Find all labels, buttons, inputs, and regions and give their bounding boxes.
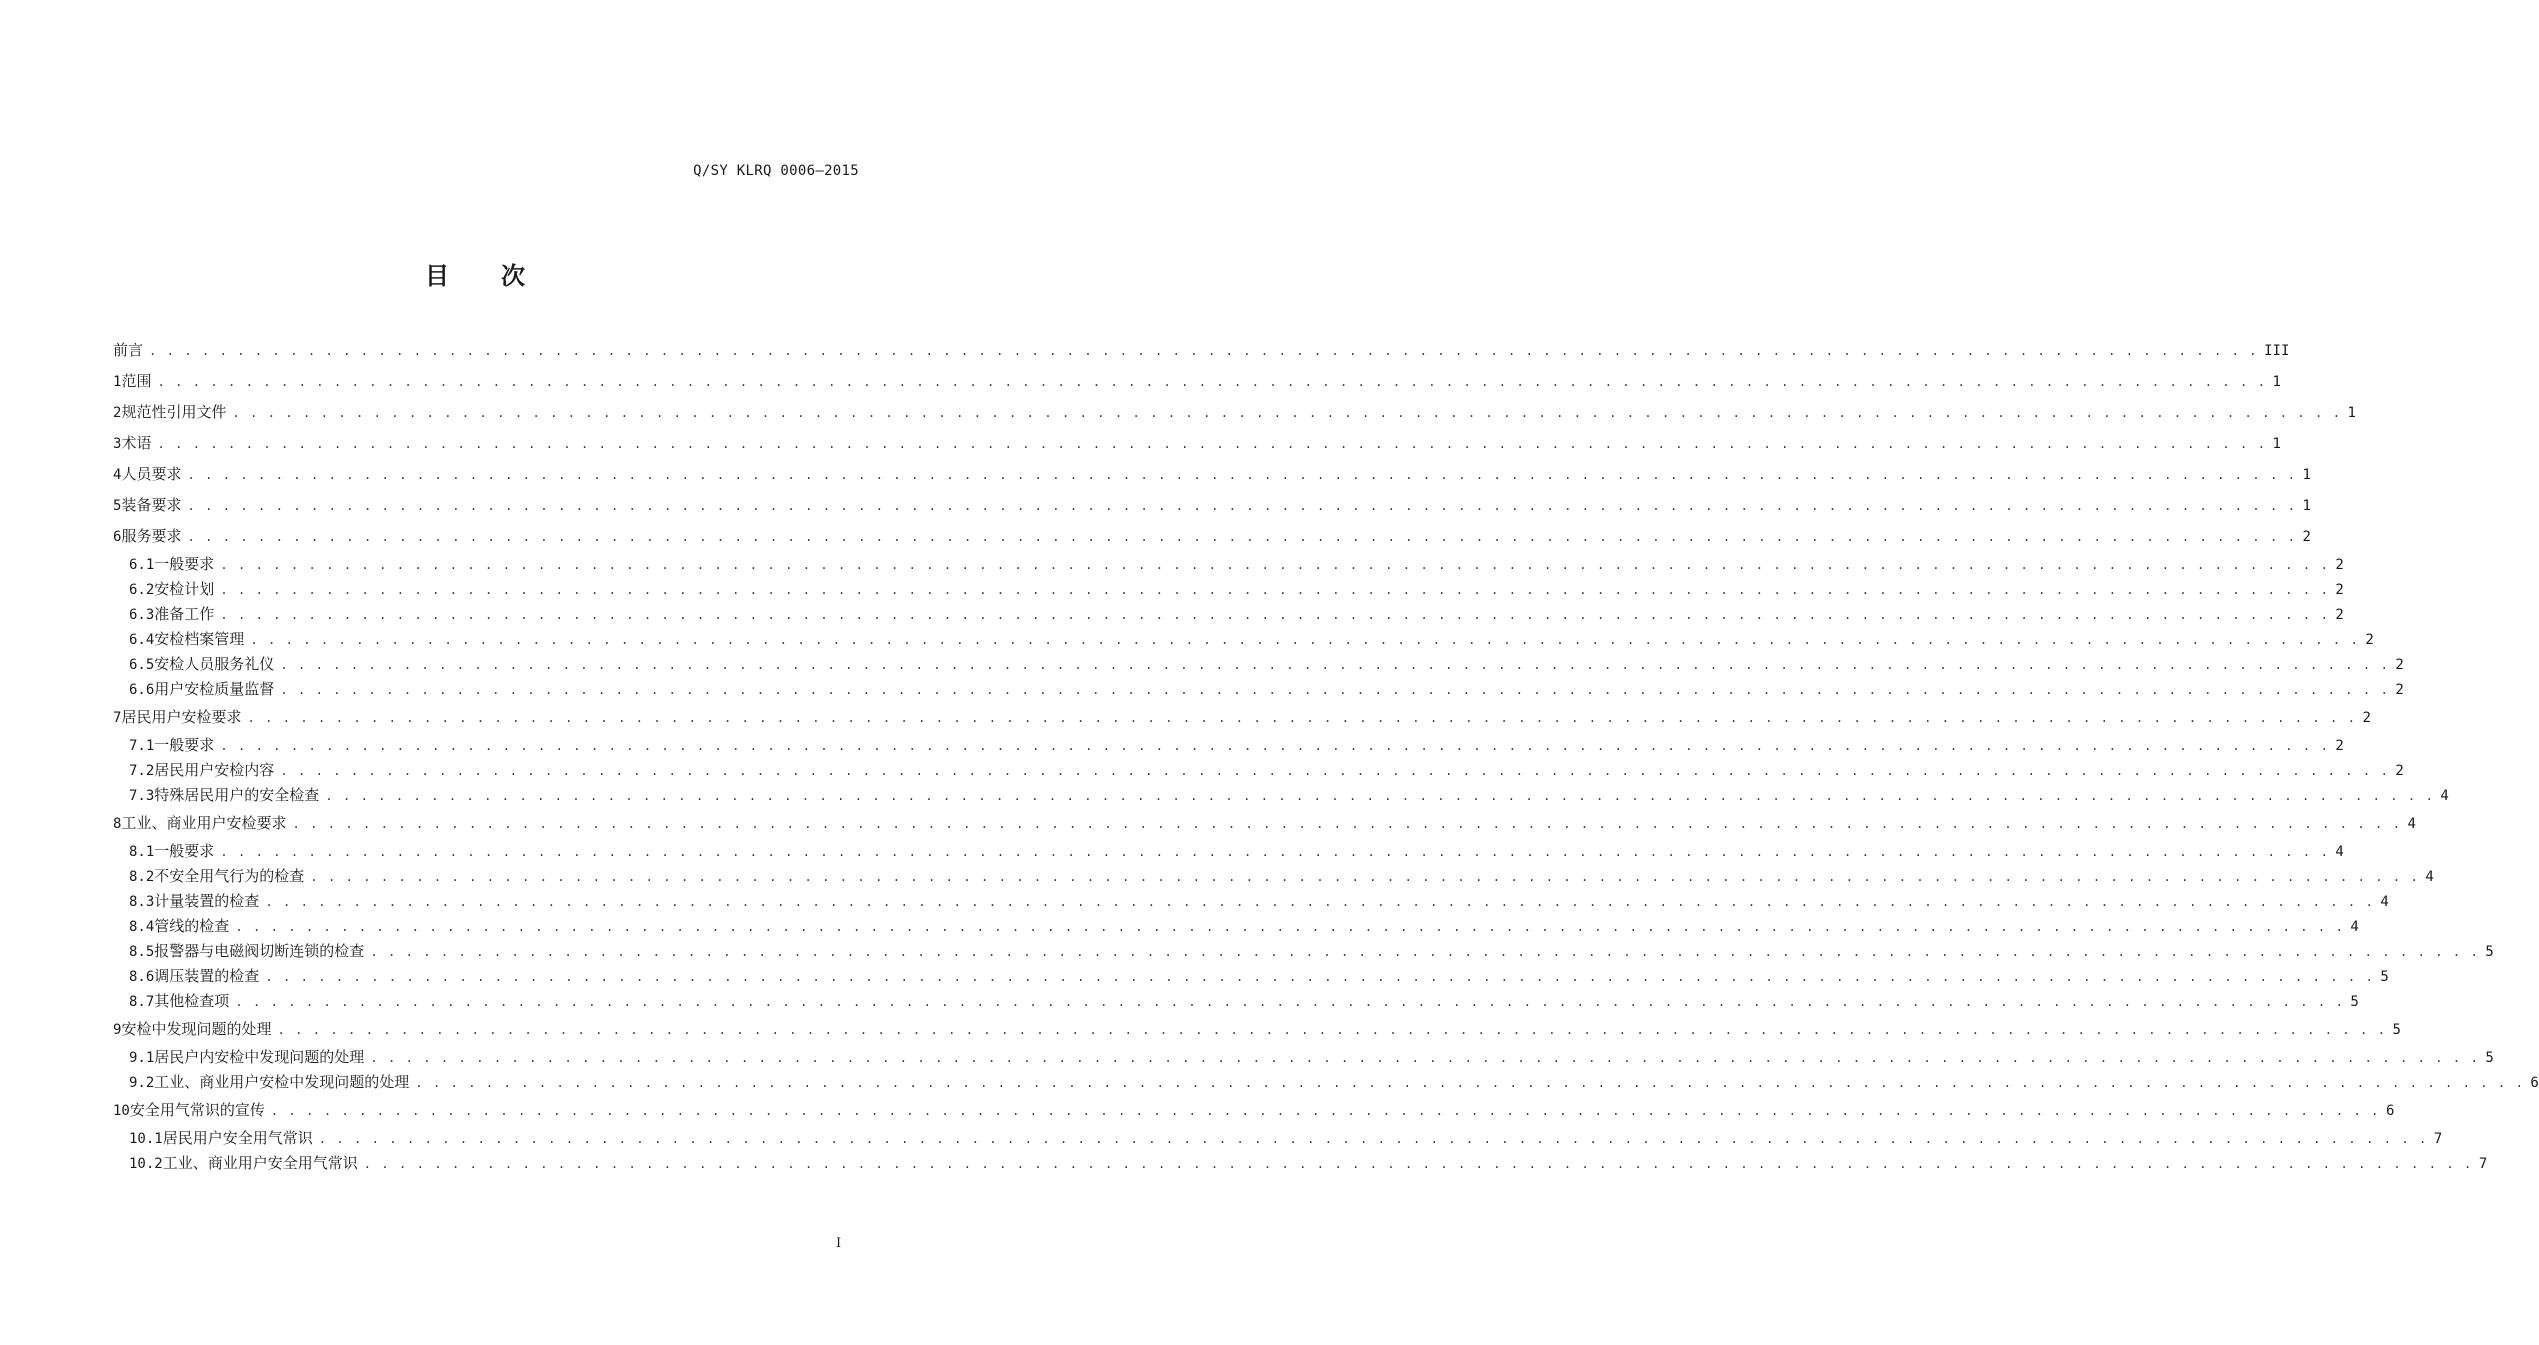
toc-leader-dots: . . . . . . . . . . . . . . . . . . . . . . . . . . . . . . . . . . . . . . . . . . . . . . . . . . . . . . . . . . . . . . . . . . . . . . . . . . . . . . . . . . . . . . . . . . . . . . . . . . . . . . . . . . . . . . . . . . . . . . . . bbox=[235, 920, 2345, 934]
toc-entry-number: 5 bbox=[113, 498, 122, 514]
toc-entry-label: 术语 bbox=[121, 434, 152, 452]
toc-entry-page: 7 bbox=[2433, 1131, 2443, 1147]
toc-leader-dots: . . . . . . . . . . . . . . . . . . . . . . . . . . . . . . . . . . . . . . . . . . . . . . . . . . . . . . . . . . . . . . . . . . . . . . . . . . . . . . . . . . . . . . . . . . . . . . . . . . . . . . . . . . . . . . . . . . . . . . . . bbox=[270, 1104, 2380, 1118]
toc-entry-number: 6.5 bbox=[129, 657, 155, 673]
toc-chapter-entry[interactable] bbox=[113, 397, 2356, 428]
toc-leader-dots: . . . . . . . . . . . . . . . . . . . . . . . . . . . . . . . . . . . . . . . . . . . . . . . . . . . . . . . . . . . . . . . . . . . . . . . . . . . . . . . . . . . . . . . . . . . . . . . . . . . . . . . . . . . . . . . . . . . . . . . . bbox=[363, 1157, 2473, 1171]
toc-entry-label: 服务要求 bbox=[121, 527, 182, 545]
toc-chapter-entry[interactable] bbox=[113, 808, 2416, 839]
toc-entry-number: 3 bbox=[113, 436, 122, 452]
toc-entry-label: 准备工作 bbox=[154, 605, 215, 623]
toc-leader-dots: . . . . . . . . . . . . . . . . . . . . . . . . . . . . . . . . . . . . . . . . . . . . . . . . . . . . . . . . . . . . . . . . . . . . . . . . . . . . . . . . . . . . . . . . . . . . . . . . . . . . . . . . . . . . . . . . . . . . . . . . bbox=[157, 437, 2267, 451]
toc-entry-label: 一般要求 bbox=[154, 736, 215, 754]
toc-entry-label: 其他检查项 bbox=[154, 992, 230, 1010]
toc-entry-number: 7.2 bbox=[129, 763, 155, 779]
toc-entry-page: 4 bbox=[2425, 869, 2434, 885]
toc-entry-label: 居民户内安检中发现问题的处理 bbox=[154, 1048, 365, 1066]
toc-entry-label: 一般要求 bbox=[154, 555, 215, 573]
toc-section-entry[interactable] bbox=[113, 1070, 2539, 1095]
toc-leader-dots: . . . . . . . . . . . . . . . . . . . . . . . . . . . . . . . . . . . . . . . . . . . . . . . . . . . . . . . . . . . . . . . . . . . . . . . . . . . . . . . . . . . . . . . . . . . . . . . . . . . . . . . . . . . . . . . . . . . . . . . . bbox=[370, 945, 2480, 959]
toc-chapter-entry[interactable] bbox=[113, 702, 2371, 733]
toc-section-entry[interactable] bbox=[113, 627, 2374, 652]
toc-entry-number: 10.2 bbox=[129, 1156, 163, 1172]
toc-section-entry[interactable] bbox=[113, 864, 2434, 889]
toc-entry-page: 5 bbox=[2392, 1022, 2401, 1038]
toc-entry-page: 2 bbox=[2335, 582, 2344, 598]
toc-entry-label: 安全用气常识的宣传 bbox=[129, 1101, 265, 1119]
document-code: Q/SY KLRQ 0006—2015 bbox=[693, 163, 859, 179]
toc-section-entry[interactable] bbox=[113, 964, 2389, 989]
toc-section-entry[interactable] bbox=[113, 577, 2344, 602]
page-title bbox=[0, 256, 950, 291]
toc-leader-dots: . . . . . . . . . . . . . . . . . . . . . . . . . . . . . . . . . . . . . . . . . . . . . . . . . . . . . . . . . . . . . . . . . . . . . . . . . . . . . . . . . . . . . . . . . . . . . . . . . . . . . . . . . . . . . . . . . . . . . . . . bbox=[250, 633, 2360, 647]
toc-entry-label: 人员要求 bbox=[121, 465, 182, 483]
toc-entry-page: 5 bbox=[2485, 944, 2494, 960]
toc-entry-number: 6.6 bbox=[129, 682, 155, 698]
toc-entry-page: 2 bbox=[2335, 557, 2344, 573]
toc-entry-label: 管线的检查 bbox=[154, 917, 230, 935]
toc-entry-label: 居民用户安检内容 bbox=[154, 761, 275, 779]
toc-entry-label: 范围 bbox=[121, 372, 152, 390]
title-char-1: 目 bbox=[425, 261, 449, 290]
title-char-2: 次 bbox=[501, 261, 525, 290]
toc-section-entry[interactable] bbox=[113, 889, 2389, 914]
toc-entry-number: 6.4 bbox=[129, 632, 155, 648]
page-number: I bbox=[836, 1236, 842, 1251]
toc-entry-label: 居民用户安检要求 bbox=[121, 708, 242, 726]
toc-entry-number: 8.3 bbox=[129, 894, 155, 910]
toc-entry-page: 2 bbox=[2302, 529, 2311, 545]
toc-entry-label: 居民用户安全用气常识 bbox=[162, 1129, 313, 1147]
toc-entry-page: 4 bbox=[2380, 894, 2389, 910]
toc-leader-dots: . . . . . . . . . . . . . . . . . . . . . . . . . . . . . . . . . . . . . . . . . . . . . . . . . . . . . . . . . . . . . . . . . . . . . . . . . . . . . . . . . . . . . . . . . . . . . . . . . . . . . . . . . . . . . . . . . . . . . . . . bbox=[220, 608, 2330, 622]
toc-chapter-entry[interactable] bbox=[113, 335, 2290, 366]
toc-leader-dots: . . . . . . . . . . . . . . . . . . . . . . . . . . . . . . . . . . . . . . . . . . . . . . . . . . . . . . . . . . . . . . . . . . . . . . . . . . . . . . . . . . . . . . . . . . . . . . . . . . . . . . . . . . . . . . . . . . . . . . . . bbox=[265, 895, 2375, 909]
toc-leader-dots: . . . . . . . . . . . . . . . . . . . . . . . . . . . . . . . . . . . . . . . . . . . . . . . . . . . . . . . . . . . . . . . . . . . . . . . . . . . . . . . . . . . . . . . . . . . . . . . . . . . . . . . . . . . . . . . . . . . . . . . . bbox=[265, 970, 2375, 984]
toc-entry-number: 2 bbox=[113, 405, 122, 421]
toc-leader-dots: . . . . . . . . . . . . . . . . . . . . . . . . . . . . . . . . . . . . . . . . . . . . . . . . . . . . . . . . . . . . . . . . . . . . . . . . . . . . . . . . . . . . . . . . . . . . . . . . . . . . . . . . . . . . . . . . . . . . . . . . bbox=[232, 406, 2342, 420]
toc-section-entry[interactable] bbox=[113, 1045, 2494, 1070]
toc-entry-number: 10 bbox=[113, 1103, 130, 1119]
toc-entry-page: 2 bbox=[2335, 607, 2344, 623]
toc-chapter-entry[interactable] bbox=[113, 459, 2311, 490]
toc-leader-dots: . . . . . . . . . . . . . . . . . . . . . . . . . . . . . . . . . . . . . . . . . . . . . . . . . . . . . . . . . . . . . . . . . . . . . . . . . . . . . . . . . . . . . . . . . . . . . . . . . . . . . . . . . . . . . . . . . . . . . . . . bbox=[318, 1132, 2428, 1146]
toc-entry-page: 5 bbox=[2485, 1050, 2494, 1066]
toc-section-entry[interactable] bbox=[113, 914, 2359, 939]
toc-section-entry[interactable] bbox=[113, 652, 2404, 677]
toc-entry-page: 2 bbox=[2362, 710, 2371, 726]
toc-entry-number: 6.3 bbox=[129, 607, 155, 623]
toc-leader-dots: . . . . . . . . . . . . . . . . . . . . . . . . . . . . . . . . . . . . . . . . . . . . . . . . . . . . . . . . . . . . . . . . . . . . . . . . . . . . . . . . . . . . . . . . . . . . . . . . . . . . . . . . . . . . . . . . . . . . . . . . bbox=[280, 764, 2390, 778]
toc-entry-number: 8.4 bbox=[129, 919, 155, 935]
toc-leader-dots: . . . . . . . . . . . . . . . . . . . . . . . . . . . . . . . . . . . . . . . . . . . . . . . . . . . . . . . . . . . . . . . . . . . . . . . . . . . . . . . . . . . . . . . . . . . . . . . . . . . . . . . . . . . . . . . . . . . . . . . . bbox=[292, 817, 2402, 831]
toc-entry-page: 4 bbox=[2335, 844, 2344, 860]
toc-leader-dots: . . . . . . . . . . . . . . . . . . . . . . . . . . . . . . . . . . . . . . . . . . . . . . . . . . . . . . . . . . . . . . . . . . . . . . . . . . . . . . . . . . . . . . . . . . . . . . . . . . . . . . . . . . . . . . . . . . . . . . . . bbox=[149, 344, 2259, 358]
toc-section-entry[interactable] bbox=[113, 1151, 2488, 1176]
toc-entry-page: III bbox=[2264, 343, 2290, 359]
toc-entry-number: 9.2 bbox=[129, 1075, 155, 1091]
toc-leader-dots: . . . . . . . . . . . . . . . . . . . . . . . . . . . . . . . . . . . . . . . . . . . . . . . . . . . . . . . . . . . . . . . . . . . . . . . . . . . . . . . . . . . . . . . . . . . . . . . . . . . . . . . . . . . . . . . . . . . . . . . . bbox=[325, 789, 2435, 803]
toc-entry-page: 4 bbox=[2350, 919, 2359, 935]
toc-chapter-entry[interactable] bbox=[113, 1095, 2395, 1126]
toc-entry-page: 5 bbox=[2380, 969, 2389, 985]
toc-entry-number: 7.1 bbox=[129, 738, 155, 754]
toc-entry-page: 1 bbox=[2302, 467, 2311, 483]
toc-leader-dots: . . . . . . . . . . . . . . . . . . . . . . . . . . . . . . . . . . . . . . . . . . . . . . . . . . . . . . . . . . . . . . . . . . . . . . . . . . . . . . . . . . . . . . . . . . . . . . . . . . . . . . . . . . . . . . . . . . . . . . . . bbox=[220, 739, 2330, 753]
toc-leader-dots: . . . . . . . . . . . . . . . . . . . . . . . . . . . . . . . . . . . . . . . . . . . . . . . . . . . . . . . . . . . . . . . . . . . . . . . . . . . . . . . . . . . . . . . . . . . . . . . . . . . . . . . . . . . . . . . . . . . . . . . . bbox=[235, 995, 2345, 1009]
toc-entry-page: 5 bbox=[2350, 994, 2359, 1010]
toc-leader-dots: . . . . . . . . . . . . . . . . . . . . . . . . . . . . . . . . . . . . . . . . . . . . . . . . . . . . . . . . . . . . . . . . . . . . . . . . . . . . . . . . . . . . . . . . . . . . . . . . . . . . . . . . . . . . . . . . . . . . . . . . bbox=[280, 658, 2390, 672]
toc-entry-number: 7 bbox=[113, 710, 122, 726]
toc-entry-page: 2 bbox=[2395, 657, 2404, 673]
toc-entry-number: 8.1 bbox=[129, 844, 155, 860]
toc-entry-label: 安检档案管理 bbox=[154, 630, 245, 648]
toc-entry-number: 4 bbox=[113, 467, 122, 483]
toc-entry-number: 8 bbox=[113, 816, 122, 832]
toc-entry-number: 9.1 bbox=[129, 1050, 155, 1066]
toc-entry-page: 1 bbox=[2347, 405, 2356, 421]
toc-entry-number: 8.7 bbox=[129, 994, 155, 1010]
toc-entry-label: 工业、商业用户安检中发现问题的处理 bbox=[154, 1073, 410, 1091]
toc-entry-number: 6 bbox=[113, 529, 122, 545]
toc-entry-page: 4 bbox=[2440, 788, 2449, 804]
toc-leader-dots: . . . . . . . . . . . . . . . . . . . . . . . . . . . . . . . . . . . . . . . . . . . . . . . . . . . . . . . . . . . . . . . . . . . . . . . . . . . . . . . . . . . . . . . . . . . . . . . . . . . . . . . . . . . . . . . . . . . . . . . . bbox=[280, 683, 2390, 697]
toc-entry-label: 调压装置的检查 bbox=[154, 967, 260, 985]
toc-leader-dots: . . . . . . . . . . . . . . . . . . . . . . . . . . . . . . . . . . . . . . . . . . . . . . . . . . . . . . . . . . . . . . . . . . . . . . . . . . . . . . . . . . . . . . . . . . . . . . . . . . . . . . . . . . . . . . . . . . . . . . . . bbox=[187, 468, 2297, 482]
toc-entry-number: 7.3 bbox=[129, 788, 155, 804]
toc-section-entry[interactable] bbox=[113, 602, 2344, 627]
table-of-contents bbox=[113, 335, 2539, 1176]
toc-leader-dots: . . . . . . . . . . . . . . . . . . . . . . . . . . . . . . . . . . . . . . . . . . . . . . . . . . . . . . . . . . . . . . . . . . . . . . . . . . . . . . . . . . . . . . . . . . . . . . . . . . . . . . . . . . . . . . . . . . . . . . . . bbox=[157, 375, 2267, 389]
toc-leader-dots: . . . . . . . . . . . . . . . . . . . . . . . . . . . . . . . . . . . . . . . . . . . . . . . . . . . . . . . . . . . . . . . . . . . . . . . . . . . . . . . . . . . . . . . . . . . . . . . . . . . . . . . . . . . . . . . . . . . . . . . . bbox=[247, 711, 2357, 725]
toc-entry-label: 安检中发现问题的处理 bbox=[121, 1020, 272, 1038]
toc-leader-dots: . . . . . . . . . . . . . . . . . . . . . . . . . . . . . . . . . . . . . . . . . . . . . . . . . . . . . . . . . . . . . . . . . . . . . . . . . . . . . . . . . . . . . . . . . . . . . . . . . . . . . . . . . . . . . . . . . . . . . . . . bbox=[220, 845, 2330, 859]
toc-entry-label: 特殊居民用户的安全检查 bbox=[154, 786, 320, 804]
toc-entry-label: 用户安检质量监督 bbox=[154, 680, 275, 698]
toc-entry-number: 6.2 bbox=[129, 582, 155, 598]
toc-section-entry[interactable] bbox=[113, 1126, 2443, 1151]
toc-entry-page: 1 bbox=[2272, 436, 2281, 452]
toc-entry-page: 2 bbox=[2395, 682, 2404, 698]
toc-entry-number: 1 bbox=[113, 374, 122, 390]
toc-entry-label: 安检人员服务礼仪 bbox=[154, 655, 275, 673]
toc-entry-number: 6.1 bbox=[129, 557, 155, 573]
toc-entry-page: 2 bbox=[2335, 738, 2344, 754]
toc-section-entry[interactable] bbox=[113, 783, 2449, 808]
toc-entry-page: 1 bbox=[2272, 374, 2281, 390]
toc-entry-number: 8.6 bbox=[129, 969, 155, 985]
toc-entry-page: 2 bbox=[2395, 763, 2404, 779]
toc-entry-label: 规范性引用文件 bbox=[121, 403, 227, 421]
toc-entry-label: 前言 bbox=[113, 341, 144, 359]
toc-leader-dots: . . . . . . . . . . . . . . . . . . . . . . . . . . . . . . . . . . . . . . . . . . . . . . . . . . . . . . . . . . . . . . . . . . . . . . . . . . . . . . . . . . . . . . . . . . . . . . . . . . . . . . . . . . . . . . . . . . . . . . . . bbox=[187, 530, 2297, 544]
toc-entry-page: 6 bbox=[2385, 1103, 2395, 1119]
toc-chapter-entry[interactable] bbox=[113, 490, 2311, 521]
toc-section-entry[interactable] bbox=[113, 758, 2404, 783]
toc-entry-page: 1 bbox=[2302, 498, 2311, 514]
toc-leader-dots: . . . . . . . . . . . . . . . . . . . . . . . . . . . . . . . . . . . . . . . . . . . . . . . . . . . . . . . . . . . . . . . . . . . . . . . . . . . . . . . . . . . . . . . . . . . . . . . . . . . . . . . . . . . . . . . . . . . . . . . . bbox=[187, 499, 2297, 513]
toc-entry-page: 7 bbox=[2478, 1156, 2488, 1172]
toc-entry-label: 装备要求 bbox=[121, 496, 182, 514]
toc-entry-label: 安检计划 bbox=[154, 580, 215, 598]
toc-entry-label: 报警器与电磁阀切断连锁的检查 bbox=[154, 942, 365, 960]
toc-chapter-entry[interactable] bbox=[113, 1014, 2401, 1045]
toc-leader-dots: . . . . . . . . . . . . . . . . . . . . . . . . . . . . . . . . . . . . . . . . . . . . . . . . . . . . . . . . . . . . . . . . . . . . . . . . . . . . . . . . . . . . . . . . . . . . . . . . . . . . . . . . . . . . . . . . . . . . . . . . bbox=[415, 1076, 2525, 1090]
toc-section-entry[interactable] bbox=[113, 989, 2359, 1014]
toc-chapter-entry[interactable] bbox=[113, 521, 2311, 552]
toc-entry-label: 计量装置的检查 bbox=[154, 892, 260, 910]
toc-section-entry[interactable] bbox=[113, 839, 2344, 864]
toc-entry-page: 2 bbox=[2365, 632, 2374, 648]
toc-leader-dots: . . . . . . . . . . . . . . . . . . . . . . . . . . . . . . . . . . . . . . . . . . . . . . . . . . . . . . . . . . . . . . . . . . . . . . . . . . . . . . . . . . . . . . . . . . . . . . . . . . . . . . . . . . . . . . . . . . . . . . . . bbox=[220, 583, 2330, 597]
toc-section-entry[interactable] bbox=[113, 552, 2344, 577]
toc-entry-number: 8.2 bbox=[129, 869, 155, 885]
toc-entry-label: 一般要求 bbox=[154, 842, 215, 860]
toc-entry-number: 10.1 bbox=[129, 1131, 163, 1147]
toc-entry-label: 工业、商业用户安全用气常识 bbox=[162, 1154, 358, 1172]
toc-entry-label: 不安全用气行为的检查 bbox=[154, 867, 305, 885]
toc-leader-dots: . . . . . . . . . . . . . . . . . . . . . . . . . . . . . . . . . . . . . . . . . . . . . . . . . . . . . . . . . . . . . . . . . . . . . . . . . . . . . . . . . . . . . . . . . . . . . . . . . . . . . . . . . . . . . . . . . . . . . . . . bbox=[220, 558, 2330, 572]
toc-entry-number: 9 bbox=[113, 1022, 122, 1038]
toc-entry-number: 8.5 bbox=[129, 944, 155, 960]
toc-leader-dots: . . . . . . . . . . . . . . . . . . . . . . . . . . . . . . . . . . . . . . . . . . . . . . . . . . . . . . . . . . . . . . . . . . . . . . . . . . . . . . . . . . . . . . . . . . . . . . . . . . . . . . . . . . . . . . . . . . . . . . . . bbox=[310, 870, 2420, 884]
toc-section-entry[interactable] bbox=[113, 939, 2494, 964]
toc-chapter-entry[interactable] bbox=[113, 428, 2281, 459]
toc-entry-label: 工业、商业用户安检要求 bbox=[121, 814, 287, 832]
toc-entry-page: 6 bbox=[2530, 1075, 2539, 1091]
toc-leader-dots: . . . . . . . . . . . . . . . . . . . . . . . . . . . . . . . . . . . . . . . . . . . . . . . . . . . . . . . . . . . . . . . . . . . . . . . . . . . . . . . . . . . . . . . . . . . . . . . . . . . . . . . . . . . . . . . . . . . . . . . . bbox=[277, 1023, 2387, 1037]
toc-section-entry[interactable] bbox=[113, 677, 2404, 702]
toc-chapter-entry[interactable] bbox=[113, 366, 2281, 397]
toc-section-entry[interactable] bbox=[113, 733, 2344, 758]
toc-leader-dots: . . . . . . . . . . . . . . . . . . . . . . . . . . . . . . . . . . . . . . . . . . . . . . . . . . . . . . . . . . . . . . . . . . . . . . . . . . . . . . . . . . . . . . . . . . . . . . . . . . . . . . . . . . . . . . . . . . . . . . . . bbox=[370, 1051, 2480, 1065]
toc-entry-page: 4 bbox=[2407, 816, 2416, 832]
